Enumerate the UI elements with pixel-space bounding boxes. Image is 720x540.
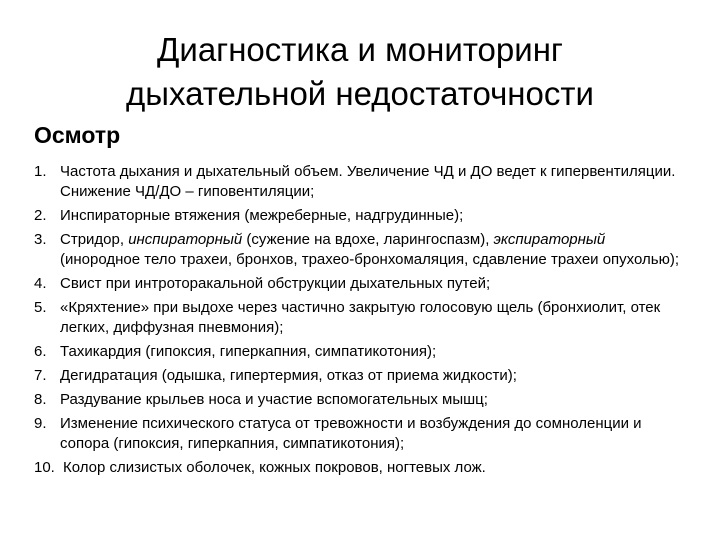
list-item xyxy=(34,230,684,270)
list-item-italic-term: инспираторный xyxy=(128,231,243,248)
list-item-number: 5. xyxy=(34,299,47,316)
slide-title-line-2: дыхательной недостаточности xyxy=(126,75,594,112)
list-item xyxy=(34,298,684,338)
symptom-list xyxy=(34,162,684,482)
slide-title-line-1: Диагностика и мониторинг xyxy=(157,31,563,68)
section-heading: Осмотр xyxy=(34,122,121,148)
list-item-number: 2. xyxy=(34,207,47,224)
list-item-text-part: (инородное тело трахеи, бронхов, трахео-бронхомаляция, сдавление трахеи опухолью); xyxy=(60,251,680,268)
list-item-text: Колор слизистых оболочек, кожных покровов, ногтевых лож. xyxy=(63,459,486,476)
list-item xyxy=(34,458,684,478)
list-item xyxy=(34,274,684,294)
list-item-text: Дегидратация (одышка, гипертермия, отказ от приема жидкости); xyxy=(60,367,517,384)
slide-title xyxy=(40,28,680,116)
list-item-number: 1. xyxy=(34,163,47,180)
list-item-number: 8. xyxy=(34,391,47,408)
list-item-number: 10. xyxy=(34,459,55,476)
list-item-number: 4. xyxy=(34,275,47,292)
list-item-text: Раздувание крыльев носа и участие вспомогательных мышц; xyxy=(60,391,488,408)
list-item-number: 3. xyxy=(34,231,47,248)
list-item-text: Инспираторные втяжения (межреберные, надгрудинные); xyxy=(60,207,464,224)
list-item-italic-term: экспираторный xyxy=(493,231,606,248)
list-item-text: Изменение психического статуса от тревожности и возбуждения до сомноленции и сопора (гипоксия, гиперкапния, симпатикотония); xyxy=(60,415,642,452)
list-item-text: Тахикардия (гипоксия, гиперкапния, симпатикотония); xyxy=(60,343,437,360)
list-item xyxy=(34,366,684,386)
list-item-number: 9. xyxy=(34,415,47,432)
list-item xyxy=(34,390,684,410)
list-item xyxy=(34,162,684,202)
list-item-number: 7. xyxy=(34,367,47,384)
list-item-number: 6. xyxy=(34,343,47,360)
list-item xyxy=(34,414,684,454)
list-item-text: «Кряхтение» при выдохе через частично закрытую голосовую щель (бронхиолит, отек легких, диффузная пневмония); xyxy=(60,299,661,336)
list-item-text-part: Стридор, xyxy=(60,231,129,248)
list-item xyxy=(34,342,684,362)
list-item xyxy=(34,206,684,226)
list-item-text-part: (сужение на вдохе, ларингоспазм), xyxy=(242,231,494,248)
list-item-text: Частота дыхания и дыхательный объем. Увеличение ЧД и ДО ведет к гипервентиляции. Снижение ЧД/ДО – гиповентиляции; xyxy=(60,163,676,200)
list-item-text: Свист при интроторакальной обструкции дыхательных путей; xyxy=(60,275,491,292)
